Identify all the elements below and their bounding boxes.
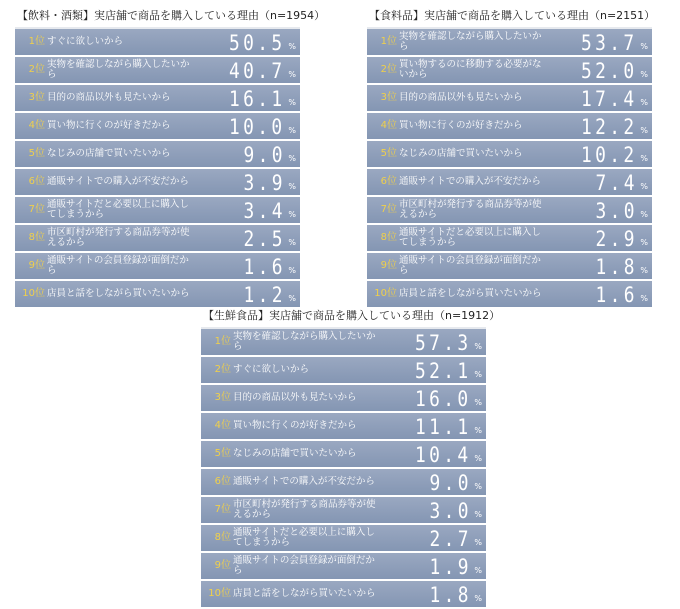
percent-value: 1.2 xyxy=(243,283,286,307)
reason-label: 市区町村が発行する商品券等が使えるから xyxy=(233,499,376,520)
percent-unit: % xyxy=(474,342,482,351)
reason-label: 買い物するのに移動する必要がないから xyxy=(399,59,542,80)
percent-unit: % xyxy=(474,566,482,575)
reason-label: なじみの店舗で買いたいから xyxy=(399,148,523,159)
percent-unit: % xyxy=(288,182,296,191)
ranking-table xyxy=(201,327,486,607)
reason-label: 買い物に行くのが好きだから xyxy=(233,420,357,431)
reason-label: 通販サイトだと必要以上に購入してしまうから xyxy=(399,227,541,248)
rank-label: 8位 xyxy=(214,532,231,543)
rank-label: 5位 xyxy=(28,148,45,159)
percent-value: 1.6 xyxy=(243,255,286,279)
percent-value: 57.3 xyxy=(415,331,472,355)
rank-label: 6位 xyxy=(214,476,231,487)
percent-value: 1.8 xyxy=(429,583,472,607)
rank-label: 7位 xyxy=(28,204,45,215)
percent-unit: % xyxy=(640,98,648,107)
table-row xyxy=(367,29,652,55)
table-row xyxy=(15,197,300,223)
panel-beverages xyxy=(15,8,326,309)
table-row xyxy=(15,169,300,195)
rank-label: 1位 xyxy=(380,36,397,47)
table-row xyxy=(201,525,486,551)
percent-value: 3.4 xyxy=(243,199,286,223)
reason-label: 実物を確認しながら購入したいから xyxy=(233,331,376,352)
table-row xyxy=(367,141,652,167)
rank-label: 1位 xyxy=(214,336,231,347)
percent-unit: % xyxy=(288,294,296,303)
percent-value: 16.0 xyxy=(415,387,472,411)
reason-label: 買い物に行くのが好きだから xyxy=(47,120,171,131)
table-row xyxy=(201,581,486,607)
table-row xyxy=(367,197,652,223)
percent-value: 10.0 xyxy=(229,115,286,139)
percent-value: 3.9 xyxy=(243,171,286,195)
table-row xyxy=(201,497,486,523)
reason-label: 買い物に行くのが好きだから xyxy=(399,120,523,131)
ranking-table xyxy=(367,27,652,307)
percent-value: 1.9 xyxy=(429,555,472,579)
table-row xyxy=(367,281,652,307)
percent-unit: % xyxy=(474,594,482,603)
percent-unit: % xyxy=(640,126,648,135)
rank-label: 5位 xyxy=(214,448,231,459)
percent-unit: % xyxy=(474,482,482,491)
table-row xyxy=(15,141,300,167)
percent-value: 50.5 xyxy=(229,31,286,55)
reason-label: 通販サイトの会員登録が面倒だから xyxy=(47,255,189,276)
percent-unit: % xyxy=(640,154,648,163)
rank-label: 10位 xyxy=(374,288,397,299)
percent-value: 10.2 xyxy=(581,143,638,167)
reason-label: 市区町村が発行する商品券等が使えるから xyxy=(399,199,542,220)
reason-label: 通販サイトでの購入が不安だから xyxy=(47,176,189,187)
table-row xyxy=(201,413,486,439)
ranking-table xyxy=(15,27,300,307)
percent-value: 1.6 xyxy=(595,283,638,307)
rank-label: 9位 xyxy=(380,260,397,271)
rank-label: 5位 xyxy=(380,148,397,159)
rank-label: 4位 xyxy=(214,420,231,431)
panel-title: 【食料品】実店舗で商品を購入している理由（n=2151） xyxy=(369,9,656,22)
rank-label: 2位 xyxy=(380,64,397,75)
percent-unit: % xyxy=(288,126,296,135)
table-row xyxy=(201,385,486,411)
rank-label: 8位 xyxy=(380,232,397,243)
percent-unit: % xyxy=(474,538,482,547)
reason-label: 目的の商品以外も見たいから xyxy=(399,92,523,103)
percent-unit: % xyxy=(474,454,482,463)
table-row xyxy=(15,281,300,307)
table-row xyxy=(201,553,486,579)
table-row xyxy=(367,57,652,83)
percent-unit: % xyxy=(474,510,482,519)
percent-value: 16.1 xyxy=(229,87,286,111)
percent-unit: % xyxy=(640,182,648,191)
rank-label: 8位 xyxy=(28,232,45,243)
percent-value: 52.0 xyxy=(581,59,638,83)
percent-value: 17.4 xyxy=(581,87,638,111)
rank-label: 4位 xyxy=(380,120,397,131)
reason-label: 通販サイトの会員登録が面倒だから xyxy=(399,255,541,276)
rank-label: 6位 xyxy=(28,176,45,187)
percent-unit: % xyxy=(288,154,296,163)
percent-value: 7.4 xyxy=(595,171,638,195)
table-row xyxy=(367,113,652,139)
percent-unit: % xyxy=(640,70,648,79)
panel-fresh-food xyxy=(201,308,501,609)
rank-label: 6位 xyxy=(380,176,397,187)
percent-unit: % xyxy=(288,266,296,275)
percent-unit: % xyxy=(474,426,482,435)
reason-label: なじみの店舗で買いたいから xyxy=(47,148,171,159)
reason-label: 店員と話をしながら買いたいから xyxy=(233,588,376,599)
reason-label: 市区町村が発行する商品券等が使えるから xyxy=(47,227,190,248)
reason-label: すぐに欲しいから xyxy=(233,364,310,375)
percent-unit: % xyxy=(474,398,482,407)
reason-label: 通販サイトでの購入が不安だから xyxy=(399,176,541,187)
table-row xyxy=(15,253,300,279)
rank-label: 9位 xyxy=(214,560,231,571)
percent-value: 10.4 xyxy=(415,443,472,467)
reason-label: 店員と話をしながら買いたいから xyxy=(399,288,542,299)
rank-label: 1位 xyxy=(28,36,45,47)
percent-value: 3.0 xyxy=(595,199,638,223)
rank-label: 3位 xyxy=(28,92,45,103)
percent-unit: % xyxy=(640,266,648,275)
percent-value: 3.0 xyxy=(429,499,472,523)
rank-label: 2位 xyxy=(214,364,231,375)
percent-unit: % xyxy=(640,210,648,219)
percent-unit: % xyxy=(288,70,296,79)
percent-unit: % xyxy=(640,294,648,303)
percent-unit: % xyxy=(288,98,296,107)
reason-label: 実物を確認しながら購入したいから xyxy=(47,59,190,80)
table-row xyxy=(367,169,652,195)
rank-label: 3位 xyxy=(380,92,397,103)
table-row xyxy=(201,357,486,383)
rank-label: 3位 xyxy=(214,392,231,403)
table-row xyxy=(15,85,300,111)
rank-label: 2位 xyxy=(28,64,45,75)
reason-label: 通販サイトでの購入が不安だから xyxy=(233,476,375,487)
percent-unit: % xyxy=(288,42,296,51)
percent-unit: % xyxy=(288,238,296,247)
rank-label: 10位 xyxy=(22,288,45,299)
reason-label: 通販サイトの会員登録が面倒だから xyxy=(233,555,375,576)
percent-unit: % xyxy=(288,210,296,219)
rank-label: 9位 xyxy=(28,260,45,271)
percent-value: 2.5 xyxy=(243,227,286,251)
table-row xyxy=(201,441,486,467)
reason-label: 実物を確認しながら購入したいから xyxy=(399,31,542,52)
table-row xyxy=(15,29,300,55)
percent-unit: % xyxy=(640,42,648,51)
table-row xyxy=(201,469,486,495)
reason-label: 通販サイトだと必要以上に購入してしまうから xyxy=(233,527,375,548)
table-row xyxy=(15,57,300,83)
table-row xyxy=(15,225,300,251)
reason-label: すぐに欲しいから xyxy=(47,36,124,47)
rank-label: 7位 xyxy=(380,204,397,215)
table-row xyxy=(15,113,300,139)
table-row xyxy=(367,225,652,251)
panel-title: 【生鮮食品】実店舗で商品を購入している理由（n=1912） xyxy=(203,309,501,322)
rank-label: 7位 xyxy=(214,504,231,515)
reason-label: 目的の商品以外も見たいから xyxy=(233,392,357,403)
percent-value: 9.0 xyxy=(429,471,472,495)
rank-label: 10位 xyxy=(208,588,231,599)
percent-value: 40.7 xyxy=(229,59,286,83)
percent-value: 12.2 xyxy=(581,115,638,139)
panel-title: 【飲料・酒類】実店舗で商品を購入している理由（n=1954） xyxy=(17,9,326,22)
table-row xyxy=(201,329,486,355)
percent-value: 52.1 xyxy=(415,359,472,383)
percent-value: 11.1 xyxy=(415,415,472,439)
reason-label: 通販サイトだと必要以上に購入してしまうから xyxy=(47,199,189,220)
percent-value: 9.0 xyxy=(243,143,286,167)
table-row xyxy=(367,253,652,279)
reason-label: 目的の商品以外も見たいから xyxy=(47,92,171,103)
rank-label: 4位 xyxy=(28,120,45,131)
panel-groceries xyxy=(367,8,656,309)
reason-label: なじみの店舗で買いたいから xyxy=(233,448,357,459)
percent-value: 2.7 xyxy=(429,527,472,551)
reason-label: 店員と話をしながら買いたいから xyxy=(47,288,190,299)
percent-value: 53.7 xyxy=(581,31,638,55)
percent-unit: % xyxy=(640,238,648,247)
table-row xyxy=(367,85,652,111)
percent-value: 1.8 xyxy=(595,255,638,279)
percent-unit: % xyxy=(474,370,482,379)
percent-value: 2.9 xyxy=(595,227,638,251)
